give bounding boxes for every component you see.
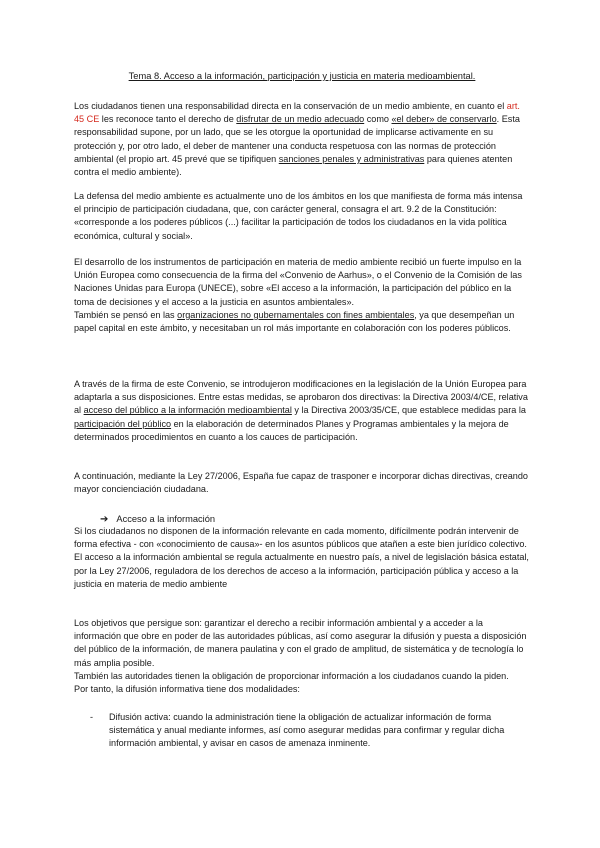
paragraph-desarrollo bbox=[74, 256, 530, 335]
text-segment: El acceso a la información ambiental se regula actualmente en nuestro país, a nivel de legislación básica estatal, por la Ley 27/2006, reguladora de los derechos de acceso a la información, participación pública y acceso a la justicia en materia de medio ambiente bbox=[74, 552, 529, 589]
underlined-sanciones: sanciones penales y administrativas bbox=[278, 153, 425, 164]
text-segment: También se pensó en las bbox=[74, 309, 178, 320]
text-segment: y la Directiva 2003/35/CE, que establece medidas para la bbox=[291, 405, 526, 416]
text-segment: , ya que desempeñan un papel capital en este ámbito, y necesitaban un rol más importante en colaboración con los poderes públicos. bbox=[74, 309, 515, 334]
text-segment: les reconoce tanto el derecho de bbox=[99, 114, 237, 125]
text-segment: en la elaboración de determinados Planes y Programas ambientales y la mejora de determinados procedimientos en cuanto a los cauces de participación. bbox=[74, 418, 509, 442]
paragraph-responsabilidad bbox=[74, 100, 530, 179]
underlined-derecho: disfrutar de un medio adecuado bbox=[236, 114, 365, 125]
text-segment: El desarrollo de los instrumentos de participación en materia de medio ambiente recibió un fuerte impulso en la Unión Europea como consecuencia de la firma del «Convenio de Aarhus», o el Convenio de la Comisión de las Naciones Unidas para Europa (UNECE), sobre «El acceso a la información, la participación del público en la toma de decisiones y el acceso a la justicia en asuntos ambientales». bbox=[74, 257, 522, 307]
underlined-participacion: participación del público bbox=[74, 418, 172, 429]
list-item-text: Difusión activa: cuando la administración tiene la obligación de actualizar información de forma sistemática y anual mediante informes, así como asegurar medidas para confirmar y regular dicha información ambiental, y avisar en casos de amenaza inminente. bbox=[109, 712, 505, 749]
document-title: Tema 8. Acceso a la información, participación y justicia en materia medioambiental. bbox=[128, 71, 476, 81]
article-reference: art. 45 CE bbox=[74, 101, 520, 125]
underlined-acceso: acceso del público a la información medioambiental bbox=[83, 405, 292, 416]
text-segment: Los objetivos que persigue son: garantizar el derecho a recibir información ambiental y a acceder a la información que obre en poder de las autoridades públicas, así como asegurar la difusión y puesta a disposición del público de la información, de manera paulatina y con el grado de amplitud, de sistemática y de tecnología lo más amplia posible. bbox=[74, 618, 527, 668]
paragraph-defensa: La defensa del medio ambiente es actualmente uno de los ámbitos en los que manifiesta de forma más intensa el principio de participación ciudadana, que, con carácter general, consagra el art. 9.2 de la Constitución: «corresponde a los poderes públicos (...) facilitar la participación de todos los ciudadanos en la vida política económica, cultural y social». bbox=[74, 191, 523, 241]
underlined-deber: «el deber» de conservarlo bbox=[391, 114, 497, 125]
text-segment: como bbox=[364, 114, 392, 125]
text-segment: También las autoridades tienen la obligación de proporcionar información a los ciudadanos cuando la piden. bbox=[74, 670, 509, 681]
text-segment: Por tanto, la difusión informativa tiene dos modalidades: bbox=[74, 684, 300, 695]
text-segment: Si los ciudadanos no disponen de la información relevante en cada momento, difícilmente podrán intervenir de forma efectiva - con «conocimiento de causa»- en los asuntos públicos que atañen a este bien jurídico colectivo. bbox=[74, 526, 527, 550]
paragraph-ciudadanos bbox=[74, 525, 530, 591]
list-bullet: - bbox=[90, 712, 94, 722]
text-segment: . Esta responsabilidad supone, por un lado, que se les otorgue la oportunidad de implicarse activamente en su protección y, por otro lado, el deber de mantener una conducta respetuosa con las normas de protección ambiental (el propio art. 45 prevé que se tipifiquen bbox=[74, 114, 520, 164]
underlined-ong: organizaciones no gubernamentales con fines ambientales bbox=[177, 309, 415, 320]
arrow-icon: ➔ bbox=[100, 514, 109, 525]
text-segment: para quienes atenten contra el medio ambiente). bbox=[74, 153, 513, 178]
paragraph-objetivos bbox=[74, 617, 530, 696]
list-item bbox=[90, 711, 530, 751]
paragraph-ley: A continuación, mediante la Ley 27/2006, España fue capaz de trasponer e incorporar dichas directivas, creando mayor concienciación ciudadana. bbox=[74, 471, 528, 495]
paragraph-convenio bbox=[74, 378, 530, 444]
text-segment: A través de la firma de este Convenio, se introdujeron modificaciones en la legislación de la Unión Europea para adaptarla a sus disposiciones. Entre estas medidas, se aprobaron dos directivas: la Directiva 2003/4/CE, relativa al bbox=[74, 379, 528, 416]
section-heading-label: Acceso a la información bbox=[116, 514, 216, 524]
text-segment: Los ciudadanos tienen una responsabilidad directa en la conservación de un medio ambiente, en cuanto el bbox=[74, 101, 507, 111]
